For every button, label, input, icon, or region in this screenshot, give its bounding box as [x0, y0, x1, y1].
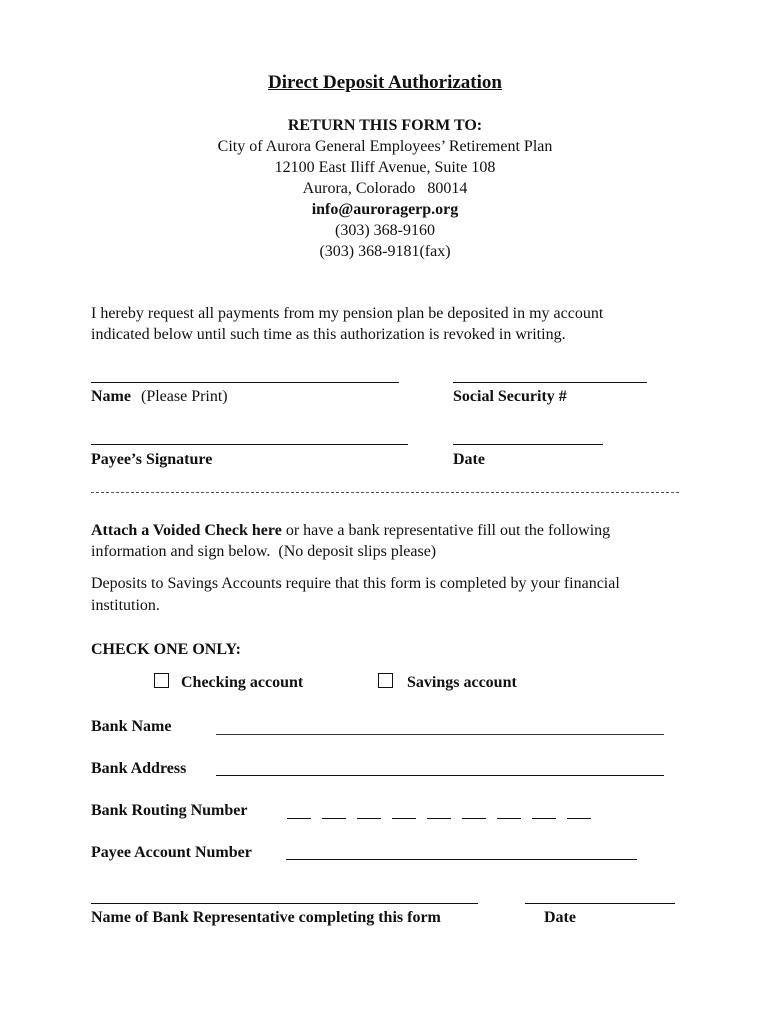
savings-label: Savings account	[407, 674, 517, 691]
return-phone: (303) 368-9160	[335, 222, 435, 239]
return-heading: RETURN THIS FORM TO:	[287, 117, 483, 134]
rep-name-label: Name of Bank Representative completing this form	[91, 909, 441, 926]
rep-date-line[interactable]	[525, 903, 675, 904]
savings-note-line-2: institution.	[91, 597, 160, 614]
account-line[interactable]	[286, 859, 637, 860]
title-text: Direct Deposit Authorization	[268, 72, 502, 93]
savings-checkbox[interactable]	[378, 673, 393, 688]
date-line[interactable]	[453, 444, 603, 445]
check-one-heading: CHECK ONE ONLY:	[91, 641, 241, 658]
name-label: Name	[91, 388, 131, 405]
return-org: City of Aurora General Employees’ Retirement Plan	[217, 138, 553, 155]
signature-label: Payee’s Signature	[91, 451, 213, 468]
ssn-label: Social Security #	[453, 388, 567, 405]
bank-name-line[interactable]	[216, 734, 664, 735]
return-street: 12100 East Iliff Avenue, Suite 108	[274, 159, 496, 176]
date-label: Date	[453, 451, 485, 468]
routing-digit-6[interactable]	[462, 818, 486, 819]
routing-label: Bank Routing Number	[91, 802, 248, 819]
routing-digit-3[interactable]	[357, 818, 381, 819]
routing-digit-7[interactable]	[497, 818, 521, 819]
checking-checkbox[interactable]	[154, 673, 169, 688]
name-line[interactable]	[91, 382, 399, 383]
name-hint: (Please Print)	[140, 388, 228, 405]
checking-label: Checking account	[181, 674, 304, 691]
request-line-1: I hereby request all payments from my pension plan be deposited in my account	[91, 305, 604, 322]
routing-digit-5[interactable]	[427, 818, 451, 819]
routing-digit-4[interactable]	[392, 818, 416, 819]
cut-separator	[91, 492, 679, 493]
ssn-line[interactable]	[453, 382, 647, 383]
routing-digit-2[interactable]	[322, 818, 346, 819]
return-email: info@auroragerp.org	[311, 201, 459, 218]
instructions-rest: or have a bank representative fill out the following	[281, 522, 611, 539]
instructions-line-1	[91, 521, 610, 541]
page-title	[0, 72, 770, 94]
bank-address-label: Bank Address	[91, 760, 187, 777]
routing-digit-1[interactable]	[287, 818, 311, 819]
request-line-2: indicated below until such time as this authorization is revoked in writing.	[91, 326, 566, 343]
rep-name-line[interactable]	[91, 903, 478, 904]
voided-check-emphasis: Attach a Voided Check here	[91, 522, 282, 539]
routing-digit-8[interactable]	[532, 818, 556, 819]
return-fax: (303) 368-9181(fax)	[319, 243, 451, 260]
savings-note-line-1: Deposits to Savings Accounts require that this form is completed by your financial	[91, 575, 620, 592]
return-city: Aurora, Colorado 80014	[302, 180, 468, 197]
account-label: Payee Account Number	[91, 844, 252, 861]
name-label-row	[91, 387, 228, 407]
signature-line[interactable]	[91, 444, 408, 445]
routing-digit-9[interactable]	[567, 818, 591, 819]
rep-date-label: Date	[544, 909, 576, 926]
bank-name-label: Bank Name	[91, 718, 172, 735]
bank-address-line[interactable]	[216, 775, 664, 776]
instructions-line-2: information and sign below. (No deposit slips please)	[91, 543, 437, 560]
